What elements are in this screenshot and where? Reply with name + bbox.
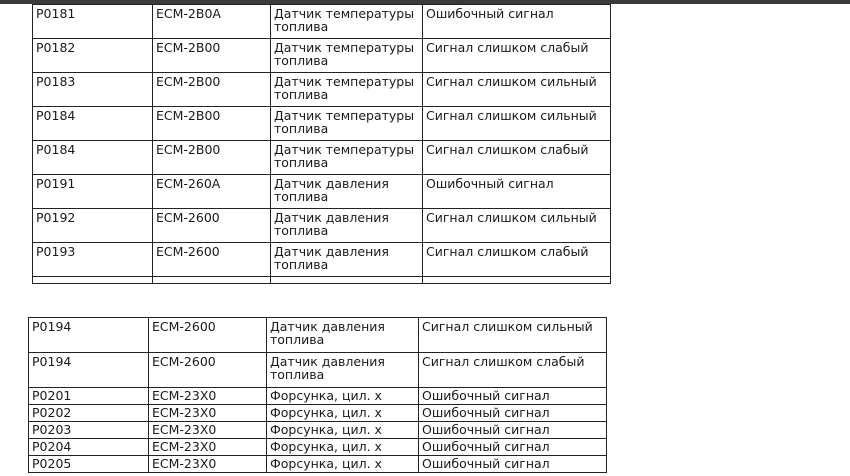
component-cell: Форсунка, цил. x bbox=[267, 405, 419, 422]
code-cell: P0202 bbox=[29, 405, 149, 422]
code-cell: P0182 bbox=[33, 39, 153, 73]
table-row bbox=[33, 243, 611, 277]
table-row bbox=[33, 141, 611, 175]
module-cell: ECM-23X0 bbox=[149, 405, 267, 422]
fault-cell: Ошибочный сигнал bbox=[419, 405, 607, 422]
component-cell: Датчик давления топлива bbox=[267, 353, 419, 388]
module-cell: ECM-2600 bbox=[149, 318, 267, 353]
fault-cell: Сигнал слишком сильный bbox=[423, 73, 611, 107]
module-cell: ECM-2B00 bbox=[153, 73, 271, 107]
table-row bbox=[33, 73, 611, 107]
fault-cell: Сигнал слишком сильный bbox=[423, 209, 611, 243]
table-row bbox=[29, 456, 607, 473]
component-cell: Датчик температуры топлива bbox=[271, 141, 423, 175]
fault-cell: Ошибочный сигнал bbox=[419, 422, 607, 439]
fault-cell: Сигнал слишком слабый bbox=[419, 353, 607, 388]
module-cell: ECM-2B00 bbox=[153, 39, 271, 73]
code-cell: P0194 bbox=[29, 353, 149, 388]
component-cell: Датчик давления топлива bbox=[271, 209, 423, 243]
dtc-table-bottom bbox=[28, 317, 607, 473]
code-cell: P0204 bbox=[29, 439, 149, 456]
component-cell: Датчик давления топлива bbox=[267, 318, 419, 353]
table-row bbox=[33, 39, 611, 73]
fault-cell: Сигнал слишком слабый bbox=[423, 243, 611, 277]
table-row bbox=[29, 388, 607, 405]
code-cell: P0193 bbox=[33, 243, 153, 277]
fault-cell: Ошибочный сигнал bbox=[419, 439, 607, 456]
code-cell: P0183 bbox=[33, 73, 153, 107]
component-cell: Датчик температуры топлива bbox=[271, 73, 423, 107]
table-row bbox=[29, 439, 607, 456]
table-row bbox=[33, 175, 611, 209]
code-cell: P0184 bbox=[33, 107, 153, 141]
component-cell: Датчик давления топлива bbox=[271, 243, 423, 277]
component-cell: Форсунка, цил. x bbox=[267, 388, 419, 405]
component-cell: Датчик давления топлива bbox=[271, 175, 423, 209]
table-row bbox=[29, 405, 607, 422]
fault-cell: Сигнал слишком слабый bbox=[423, 39, 611, 73]
component-cell: Датчик температуры топлива bbox=[271, 107, 423, 141]
code-cell: P0203 bbox=[29, 422, 149, 439]
dtc-table-top bbox=[32, 4, 611, 284]
code-cell: P0191 bbox=[33, 175, 153, 209]
table-row bbox=[33, 5, 611, 39]
table-row-cutoff bbox=[33, 277, 611, 284]
module-cell: ECM-2600 bbox=[153, 209, 271, 243]
component-cell: Форсунка, цил. x bbox=[267, 439, 419, 456]
module-cell: ECM-2B00 bbox=[153, 141, 271, 175]
fault-cell: Сигнал слишком сильный bbox=[423, 107, 611, 141]
table-row bbox=[29, 422, 607, 439]
code-cell: P0184 bbox=[33, 141, 153, 175]
module-cell: ECM-23X0 bbox=[149, 439, 267, 456]
module-cell: ECM-2B0A bbox=[153, 5, 271, 39]
module-cell: ECM-23X0 bbox=[149, 422, 267, 439]
module-cell: ECM-260A bbox=[153, 175, 271, 209]
component-cell: Форсунка, цил. x bbox=[267, 456, 419, 473]
module-cell: ECM-23X0 bbox=[149, 456, 267, 473]
module-cell: ECM-2600 bbox=[149, 353, 267, 388]
fault-cell: Ошибочный сигнал bbox=[419, 456, 607, 473]
component-cell: Форсунка, цил. x bbox=[267, 422, 419, 439]
code-cell: P0205 bbox=[29, 456, 149, 473]
code-cell: P0194 bbox=[29, 318, 149, 353]
module-cell: ECM-2600 bbox=[153, 243, 271, 277]
component-cell: Датчик температуры топлива bbox=[271, 5, 423, 39]
fault-cell: Ошибочный сигнал bbox=[423, 5, 611, 39]
module-cell: ECM-23X0 bbox=[149, 388, 267, 405]
fault-cell: Ошибочный сигнал bbox=[419, 388, 607, 405]
table-row bbox=[33, 107, 611, 141]
module-cell: ECM-2B00 bbox=[153, 107, 271, 141]
table-row bbox=[29, 353, 607, 388]
fault-cell: Ошибочный сигнал bbox=[423, 175, 611, 209]
fault-cell: Сигнал слишком сильный bbox=[419, 318, 607, 353]
table-row bbox=[33, 209, 611, 243]
code-cell: P0192 bbox=[33, 209, 153, 243]
table-row bbox=[29, 318, 607, 353]
component-cell: Датчик температуры топлива bbox=[271, 39, 423, 73]
code-cell: P0181 bbox=[33, 5, 153, 39]
fault-cell: Сигнал слишком слабый bbox=[423, 141, 611, 175]
code-cell: P0201 bbox=[29, 388, 149, 405]
